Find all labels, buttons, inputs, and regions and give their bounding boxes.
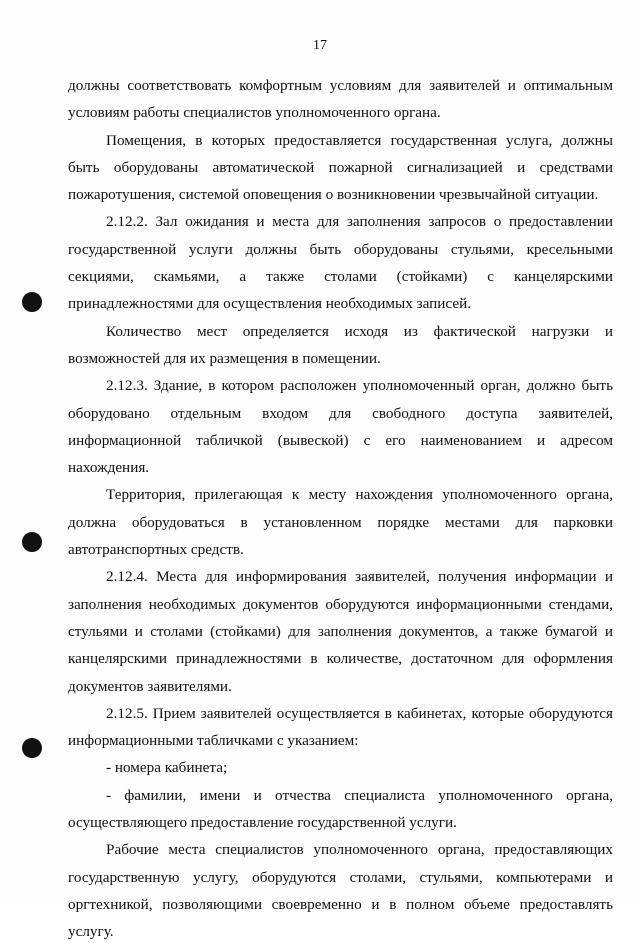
- paragraph-seats: Количество мест определяется исходя из фактической нагрузки и возможностей для их размещения в помещении.: [68, 322, 613, 367]
- paragraph-2-12-4: 2.12.4. Места для информирования заявителей, получения информации и заполнения необходимых документов оборудуются информационными стендами, стульями и столами (стойками) для заполнения документов, а также бумагой и канцелярскими принадлежностями в количестве, достаточном для оформления документов заявителями.: [68, 568, 613, 695]
- punch-hole-top: [22, 292, 42, 312]
- paragraph-premises: Помещения, в которых предоставляется государственная услуга, должны быть оборудованы автоматической пожарной сигнализацией и средствами пожаротушения, системой оповещения о возникновении чрезвычайной ситуации.: [68, 131, 613, 204]
- paragraph-continuation: должны соответствовать комфортным условиям для заявителей и оптимальным условиям работы специалистов уполномоченного органа.: [68, 77, 613, 122]
- paragraph-2-12-2: 2.12.2. Зал ожидания и места для заполнения запросов о предоставлении государственной услуги должны быть оборудованы стульями, кресельными секциями, скамьями, а также столами (стойками) с канцелярскими принадлежностями для осуществления необходимых записей.: [68, 213, 613, 313]
- paragraph-workplaces: Рабочие места специалистов уполномоченного органа, предоставляющих государственную услугу, оборудуются столами, стульями, компьютерами и оргтехникой, позволяющими своевременно и в полном объеме предоставлять услугу.: [68, 841, 613, 941]
- paragraph-2-12-5: 2.12.5. Прием заявителей осуществляется в кабинетах, которые оборудуются информационными табличками с указанием:: [68, 704, 613, 750]
- page-number: 17: [313, 38, 327, 53]
- list-item-specialist-name: - фамилии, имени и отчества специалиста уполномоченного органа, осуществляющего предоставление государственной услуги.: [68, 786, 613, 832]
- punch-hole-bottom: [22, 738, 42, 758]
- paragraph-territory: Территория, прилегающая к месту нахождения уполномоченного органа, должна оборудоваться в установленном порядке местами для парковки автотранспортных средств.: [68, 486, 613, 559]
- paragraph-2-12-3: 2.12.3. Здание, в котором расположен уполномоченный орган, должно быть оборудовано отдельным входом для свободного доступа заявителей, информационной табличкой (вывеской) с его наименованием и адресом нахождения.: [68, 377, 613, 477]
- list-item-room-number: - номера кабинета;: [106, 759, 228, 777]
- document-body: [68, 72, 613, 946]
- punch-hole-middle: [22, 532, 42, 552]
